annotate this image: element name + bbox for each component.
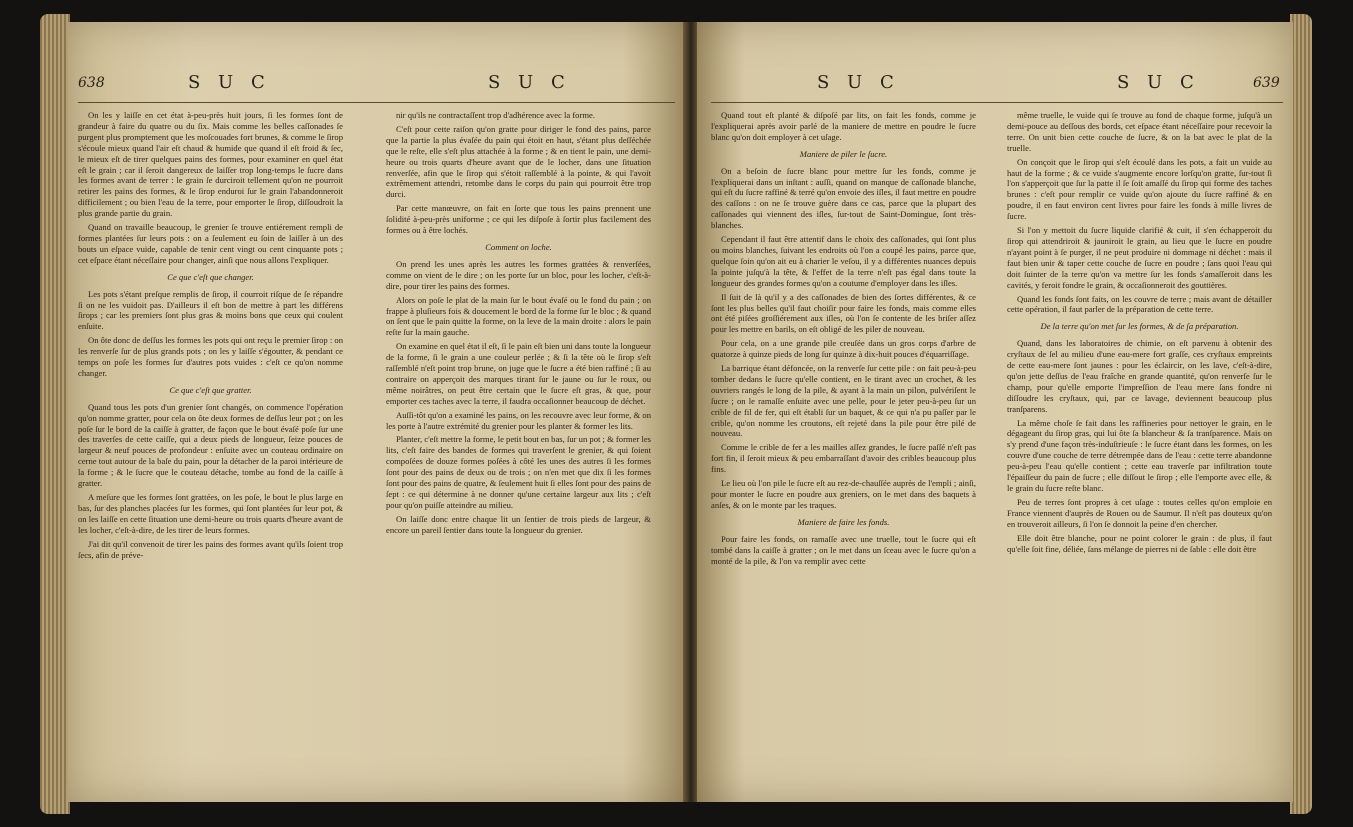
running-head-right-col1: S U C (817, 72, 900, 93)
paragraph: La même choſe ſe fait dans les raffineries pour nettoyer le grain, en le dégageant du ſirop gras, qui lui ôte ſa blancheur & ſa tranſparence. Mais on s'y prend d'une façon très-induſtrieuſe : le ſucre étant dans les formes, on les couvre d'une couche de terre détrempée dans de l'eau : cette terre abandonne peu-à-peu l'eau qu'elle contient ; cette eau traverſe par infiltration toute l'épaiſſeur du pain de ſucre ; elle diſſout le ſirop ; elle l'emporte avec elle, & le grain du ſucre reſte blanc. (1007, 417, 1272, 493)
paragraph: Peu de terres ſont propres à cet uſage : toutes celles qu'on emploie en France viennent d'auprès de Rouen ou de Saumur. Il n'eſt pas douteux qu'on en trouveroit ailleurs, ſi l'on ſe donnoit la peine d'en chercher. (1007, 496, 1272, 529)
paragraph: Quand, dans les laboratoires de chimie, on eſt parvenu à obtenir des cryſtaux de ſel au milieu d'une eau-mere fort graſſe, ces cryſtaux empreints de cette eau-mere ſont jaunes : pour les éclaircir, on les lave, c'eſt-à-dire, qu'on jette deſſus de l'eau fraîche en grande quantité, qu'on renverſe ſur le champ, pour qu'elle emporte l'impreſſion de l'eau mere ſans fondre ni diſſoudre les cryſtaux, qui, par ce lavage, deviennent beaucoup plus tranſparens. (1007, 338, 1272, 414)
right-page-column-1 (711, 110, 976, 569)
paragraph: On ôte donc de deſſus les formes les pots qui ont reçu le premier ſirop : on les renverſe ſur de plus grands pots ; on les y laiſſe s'égoutter, & pendant ce temps on poſe les formes ſur d'autres pots vuides : c'eſt ce qu'on nomme changer. (78, 335, 343, 378)
paragraph: Alors on poſe le plat de la main ſur le bout évaſé ou le fond du pain ; on frappe à pluſieurs fois & doucement le bord de la forme ſur le bloc ; & quand on ſent que le pain quitte la forme, on la leve de la main droite : alors le pain reſte ſur la main gauche. (386, 294, 651, 338)
paragraph: On examine en quel état il eſt, ſi le pain eſt bien uni dans toute la longueur de la forme, ſi le grain a une couleur perlée ; & ſi la tête où le ſirop s'eſt raſſemblé n'eſt point trop brune, on juge que le ſucre a été bien raffiné ; ſi au contraire on apperçoit des marques tirant ſur le jaune ou ſur le roux, ou même noirâtres, on peut être certain que le ſucre eſt gras, & que, pour emporter ces taches avec la terre, il faudra occaſionner beaucoup de déchet. (386, 341, 651, 406)
running-head-left-col2: S U C (488, 72, 571, 93)
section-heading: De la terre qu'on met ſur les formes, & de ſa préparation. (1040, 321, 1239, 332)
running-head-right-col2: S U C (1117, 72, 1200, 93)
book-fore-edge-right (1290, 14, 1312, 814)
section-heading: Maniere de piler le ſucre. (799, 148, 888, 159)
paragraph: Le lieu où l'on pile le ſucre eſt au rez-de-chauſſée auprès de l'empli ; ainſi, pour monter le ſucre en poudre aux greniers, on le met dans des baquets à anſes, & on le monte par les traques. (711, 478, 976, 510)
paragraph: On a beſoin de ſucre blanc pour mettre ſur les fonds, comme je l'expliquerai dans un inſtant : auſſi, quand on manque de caſſonade blanche, qui eſt du ſucre raffiné & terré qu'on envoie des iſles, il faut mettre en poudre des caſſons : on ne ſe trouve guère dans ce cas, parce que la plupart des caſſonades qui viennent des iſles, ſur-tout de Saint-Domingue, ſont très-blanches. (711, 165, 976, 231)
paragraph: nir qu'ils ne contractaſſent trop d'adhérence avec la forme. (396, 110, 595, 120)
right-page-column-2 (1007, 110, 1272, 557)
paragraph: Les pots s'étant preſque remplis de ſirop, il courroit riſque de ſe répandre ſi on ne les vuidoit pas. D'ailleurs il eſt bon de mettre à part les différens ſirops ; car les premiers ſont plus gras & moins bons que ceux qui coulent enſuite. (78, 288, 343, 332)
page-number-left: 638 (78, 75, 105, 91)
paragraph: On laiſſe donc entre chaque lit un ſentier de trois pieds de largeur, & encore un pareil ſentier dans toute la longueur du grenier. (386, 513, 651, 535)
paragraph: Elle doit être blanche, pour ne point colorer le grain : de plus, il faut qu'elle ſoit fine, déliée, ſans mélange de pierres ni de ſable : elle doit être (1007, 532, 1272, 554)
left-page (68, 22, 685, 802)
paragraph: Si l'on y mettoit du ſucre liquide clarifié & cuit, il s'en échapperoit du ſirop qui attendriroit & jauniroit le grain, au lieu que le ſucre en poudre n'ayant point à ſe purger, il ne peut produire ni dommage ni déchet : mais il faut bien unir & taper cette couche de ſucre en poudre ; ſans quoi l'eau qui doit ſuinter de la terre qu'on va mettre ſur les fonds s'amaſſeroit dans les cavités, y feroit fondre le grain, & occaſionneroit des gouttières. (1007, 225, 1272, 290)
paragraph: Cependant il faut être attentif dans le choix des caſſonades, qui ſont plus ou moins blanches, ſuivant les endroits où l'on a coupé les pains, parce que, quelque ſoin qu'on ait eu à charier le veſou, il y a différentes nuances depuis la pointe juſqu'à la tête, & l'effet de la terre n'eſt pas égal dans toute la longueur des grandes formes qu'on a coutume d'employer dans les iſles. (711, 234, 976, 288)
left-page-column-2 (386, 110, 651, 539)
paragraph: On les y laiſſe en cet état à-peu-près huit jours, ſi les formes ſont de grandeur à faire du quatre ou du ſix. Mais comme les belles caſſonades ſe purgent plus promptement que les moſcouades fort brunes, & comme le ſirop s'écoule mieux quand l'air eſt chaud & humide que quand il eſt froid & ſec, le mieux eſt de tirer quelques pains des formes, pour examiner en quel état eſt le grain ; car il ſeroit dangereux de laiſſer trop long-temps le ſucre dans les formes avant de terrer : le grain ſe durciroit tellement qu'on ne pourroit retirer les pains des formes, & le ſirop enduroi ſur le grain l'abandonneroit difficilement ; ou bien l'eau de la terre, pour emporter le ſirop, diſſoudroit la plus grande partie du grain. (78, 110, 343, 219)
left-page-column-1 (78, 110, 343, 563)
paragraph: La barrique étant défoncée, on la renverſe ſur cette pile : on fait peu-à-peu tomber dedans le ſucre qu'elle contient, en le tirant avec un crochet, & les ouvriers rangés le long de la pile, & ayant à la main un pilon, pulvériſent le ſucre ; on le ramaſſe enſuite avec une pelle, pour le jeter peu-à-peu ſur un crible de fil de fer, qui eſt établi ſur un baquet, & ce qui n'a pu paſſer par le crible, qu'on nomme les croutons, eſt rejeté dans la pile pour être pilé de nouveau. (711, 363, 976, 439)
paragraph: Comme le crible de fer a les mailles aſſez grandes, le ſucre paſſé n'eſt pas fort fin, il ſeroit mieux & peu embarraſſant d'avoir des cribles beaucoup plus fins. (711, 442, 976, 475)
paragraph: Par cette manœuvre, on fait en ſorte que tous les pains prennent une ſolidité à-peu-près uniforme ; ce qui les diſpoſe à ſortir plus facilement des formes ou à être lochés. (386, 203, 651, 236)
paragraph: Pour cela, on a une grande pile creuſée dans un gros corps d'arbre de quatorze à quinze pieds de long ſur quinze à dix-huit pouces d'équarriſſage. (711, 338, 976, 360)
paragraph: Quand tous les pots d'un grenier ſont changés, on commence l'opération qu'on nomme gratter, pour cela on ôte deux formes de deſſus leur pot ; on les poſe ſur le bord de la caiſſe à gratter, de façon que le bout évaſé poſe ſur une des traverſes de cette caiſſe, qui a deux pieds de longueur, ſeize pouces de largeur & neuf pouces de profondeur : enſuite avec un couteau ordinaire on cerne tout autour de la baſe du pain, pour la détacher de la paroi intérieure de la forme ; & le ſucre que le couteau détache, tombe au fond de la caiſſe à gratter. (78, 401, 343, 489)
section-heading: Maniere de faire les fonds. (797, 516, 890, 527)
paragraph: On prend les unes après les autres les formes grattées & renverſées, comme on vient de le dire ; on les porte ſur un bloc, pour les locher, c'eſt-à-dire, pour tirer les pains des formes. (386, 258, 651, 291)
paragraph: A meſure que les formes ſont grattées, on les poſe, le bout le plus large en bas, ſur des planches placées ſur les formes, qui ſont plantées ſur leur pot, & on les laiſſe en cette ſituation une demi-heure ou trois quarts d'heure avant de les locher, c'eſt-à-dire, de les tirer de leurs formes. (78, 492, 343, 535)
paragraph: C'eſt pour cette raiſon qu'on gratte pour diriger le fond des pains, parce que la partie la plus évaſée du pain qui étoit en haut, s'étant plus deſſéchée que le reſte, elle s'eſt plus attachée à la forme ; & en tient le pain, une demi-heure ou trois quarts d'heure avant que de le locher, dans une ſituation renverſée, afin que le ſirop qui s'étoit raſſemblé à la pointe, & qui l'avoit extrêmement attendri, retombe dans le corps du pain qui pourroit être trop durci. (386, 123, 651, 200)
book-fore-edge-left (40, 14, 70, 814)
section-heading: Comment on loche. (485, 241, 552, 252)
right-page (697, 22, 1293, 802)
paragraph: On conçoit que le ſirop qui s'eſt écoulé dans les pots, a fait un vuide au haut de la forme ; & ce vuide s'augmente encore lorſqu'on gratte, ſur-tout ſi l'on s'apperçoit que ſur la patte il ſe ſoit amaſſé du ſirop qui forme des taches brunes : c'eſt pour remplir ce vuide qu'on ajoute du ſucre raffiné & en poudre, il en faut environ cent livres pour faire les fonds à mille livres de ſucre. (1007, 156, 1272, 222)
paragraph: Pour faire les fonds, on ramaſſe avec une truelle, tout le ſucre qui eſt tombé dans la caiſſe à gratter ; on le met dans un ſceau avec le ſucre qu'on a monté de la pile, & l'on va remplir avec cette (711, 533, 976, 566)
paragraph: Planter, c'eſt mettre la forme, le petit bout en bas, ſur un pot ; & former les lits, c'eſt faire des bandes de formes qui traverſent le grenier, & qui ſoient compoſées de douze formes poſées à côté les unes des autres ſi les formes ſont pour des pains de deux ou de trois ; on n'en met que dix ſi les formes ſont pour des pains de quatre, & ſeulement huit ſi elles ſont pour des pains de ſept : ce qui détermine à ne donner qu'une certaine largeur aux lits ; c'eſt pour qu'on puiſſe atteindre au milieu. (386, 434, 651, 510)
header-rule-right (711, 102, 1283, 103)
paragraph: Quand on travaille beaucoup, le grenier ſe trouve entiérement rempli de formes plantées ſur leurs pots : on a ſeulement eu ſoin de laiſſer à un des bouts un eſpace vuide, capable de tenir cent vingt ou cent cinquante pots ; cet eſpace étant néceſſaire pour changer, ainſi que nous allons l'expliquer. (78, 222, 343, 265)
running-head-left-col1: S U C (188, 72, 271, 93)
paragraph: Quand les fonds ſont faits, on les couvre de terre ; mais avant de détailler cette opération, il faut parler de la préparation de cette terre. (1007, 293, 1272, 315)
paragraph: même truelle, le vuide qui ſe trouve au fond de chaque forme, juſqu'à un demi-pouce au deſſous des bords, cet eſpace étant néceſſaire pour recevoir la terre. On unit bien cette couche de ſucre, & on la bat avec le plat de la truelle. (1007, 110, 1272, 153)
section-heading: Ce que c'eſt que gratter. (169, 384, 252, 395)
page-number-right: 639 (1253, 75, 1280, 91)
paragraph: J'ai dit qu'il convenoit de tirer les pains des formes avant qu'ils ſoient trop ſecs, afin de préve- (78, 538, 343, 560)
section-heading: Ce que c'eſt que changer. (167, 271, 254, 282)
paragraph: Auſſi-tôt qu'on a examiné les pains, on les recouvre avec leur forme, & on les porte à l'autre extrémité du grenier pour les planter & former les lits. (386, 409, 651, 431)
paragraph: Il ſuit de là qu'il y a des caſſonades de bien des ſortes différentes, & ce ſont les plus belles qu'il faut choiſir pour faire les fonds, mais comme elles ont été piſées groſſiérement aux iſles, où l'on ſe contente de les briſer aſſez pour les mettre en barils, on eſt obligé de les piler de nouveau. (711, 291, 976, 335)
header-rule-left (78, 102, 675, 103)
paragraph: Quand tout eſt planté & diſpoſé par lits, on fait les fonds, comme je l'expliquerai après avoir parlé de la maniere de mettre en poudre le ſucre blanc qu'on doit employer à cet uſage. (711, 110, 976, 142)
